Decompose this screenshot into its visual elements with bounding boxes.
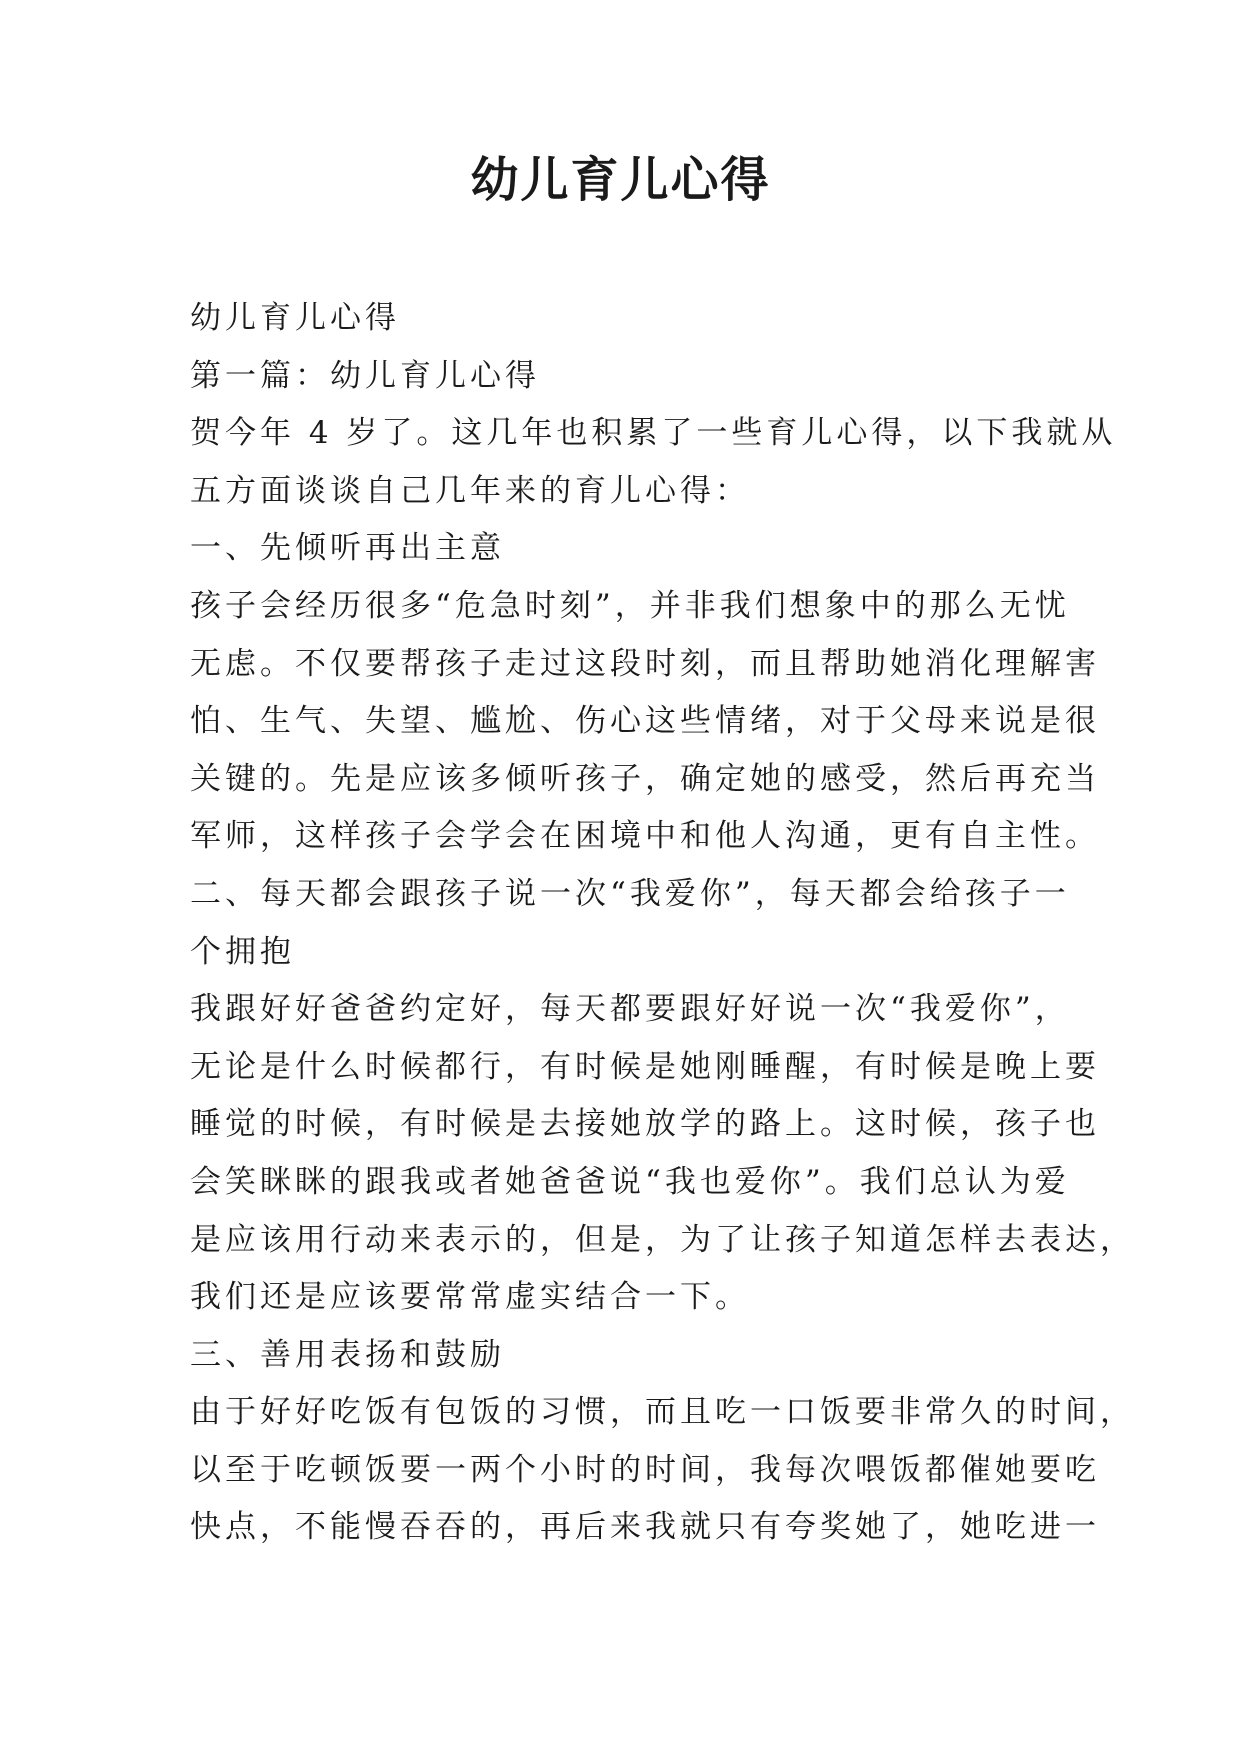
body-line: 由于好好吃饭有包饭的习惯，而且吃一口饭要非常久的时间， [190, 1394, 1135, 1431]
body-line: 我们还是应该要常常虚实结合一下。 [190, 1279, 750, 1316]
body-line: 二、每天都会跟孩子说一次“我爱你”，每天都会给孩子一 [190, 875, 1070, 912]
body-line: 快点，不能慢吞吞的，再后来我就只有夸奖她了，她吃进一 [190, 1509, 1100, 1546]
body-line: 睡觉的时候，有时候是去接她放学的路上。这时候，孩子也 [190, 1106, 1100, 1143]
body-line: 是应该用行动来表示的，但是，为了让孩子知道怎样去表达， [190, 1221, 1135, 1258]
document-title: 幼儿育儿心得 [470, 152, 771, 208]
body-line: 五方面谈谈自己几年来的育儿心得： [190, 472, 750, 509]
body-line: 无虑。不仅要帮孩子走过这段时刻，而且帮助她消化理解害 [190, 645, 1100, 682]
body-line: 以至于吃顿饭要一两个小时的时间，我每次喂饭都催她要吃 [190, 1451, 1100, 1488]
body-line: 会笑眯眯的跟我或者她爸爸说“我也爱你”。我们总认为爱 [190, 1163, 1070, 1200]
body-line: 我跟好好爸爸约定好，每天都要跟好好说一次“我爱你”， [190, 991, 1070, 1028]
body-line: 第一篇：幼儿育儿心得 [190, 357, 540, 394]
body-line: 一、先倾听再出主意 [190, 530, 505, 567]
body-line: 无论是什么时候都行，有时候是她刚睡醒，有时候是晚上要 [190, 1048, 1100, 1085]
body-line: 个拥抱 [190, 933, 295, 970]
body-line: 幼儿育儿心得 [190, 300, 400, 336]
body-line: 贺今年 4 岁了。这几年也积累了一些育儿心得，以下我就从 [190, 415, 1117, 452]
body-line: 孩子会经历很多“危急时刻”，并非我们想象中的那么无忧 [190, 587, 1070, 624]
body-line: 军师，这样孩子会学会在困境中和他人沟通，更有自主性。 [190, 818, 1100, 855]
document-body [190, 290, 1135, 1557]
body-line: 三、善用表扬和鼓励 [190, 1336, 505, 1373]
body-line: 关键的。先是应该多倾听孩子，确定她的感受，然后再充当 [190, 760, 1100, 797]
body-line: 怕、生气、失望、尴尬、伤心这些情绪，对于父母来说是很 [190, 703, 1100, 740]
